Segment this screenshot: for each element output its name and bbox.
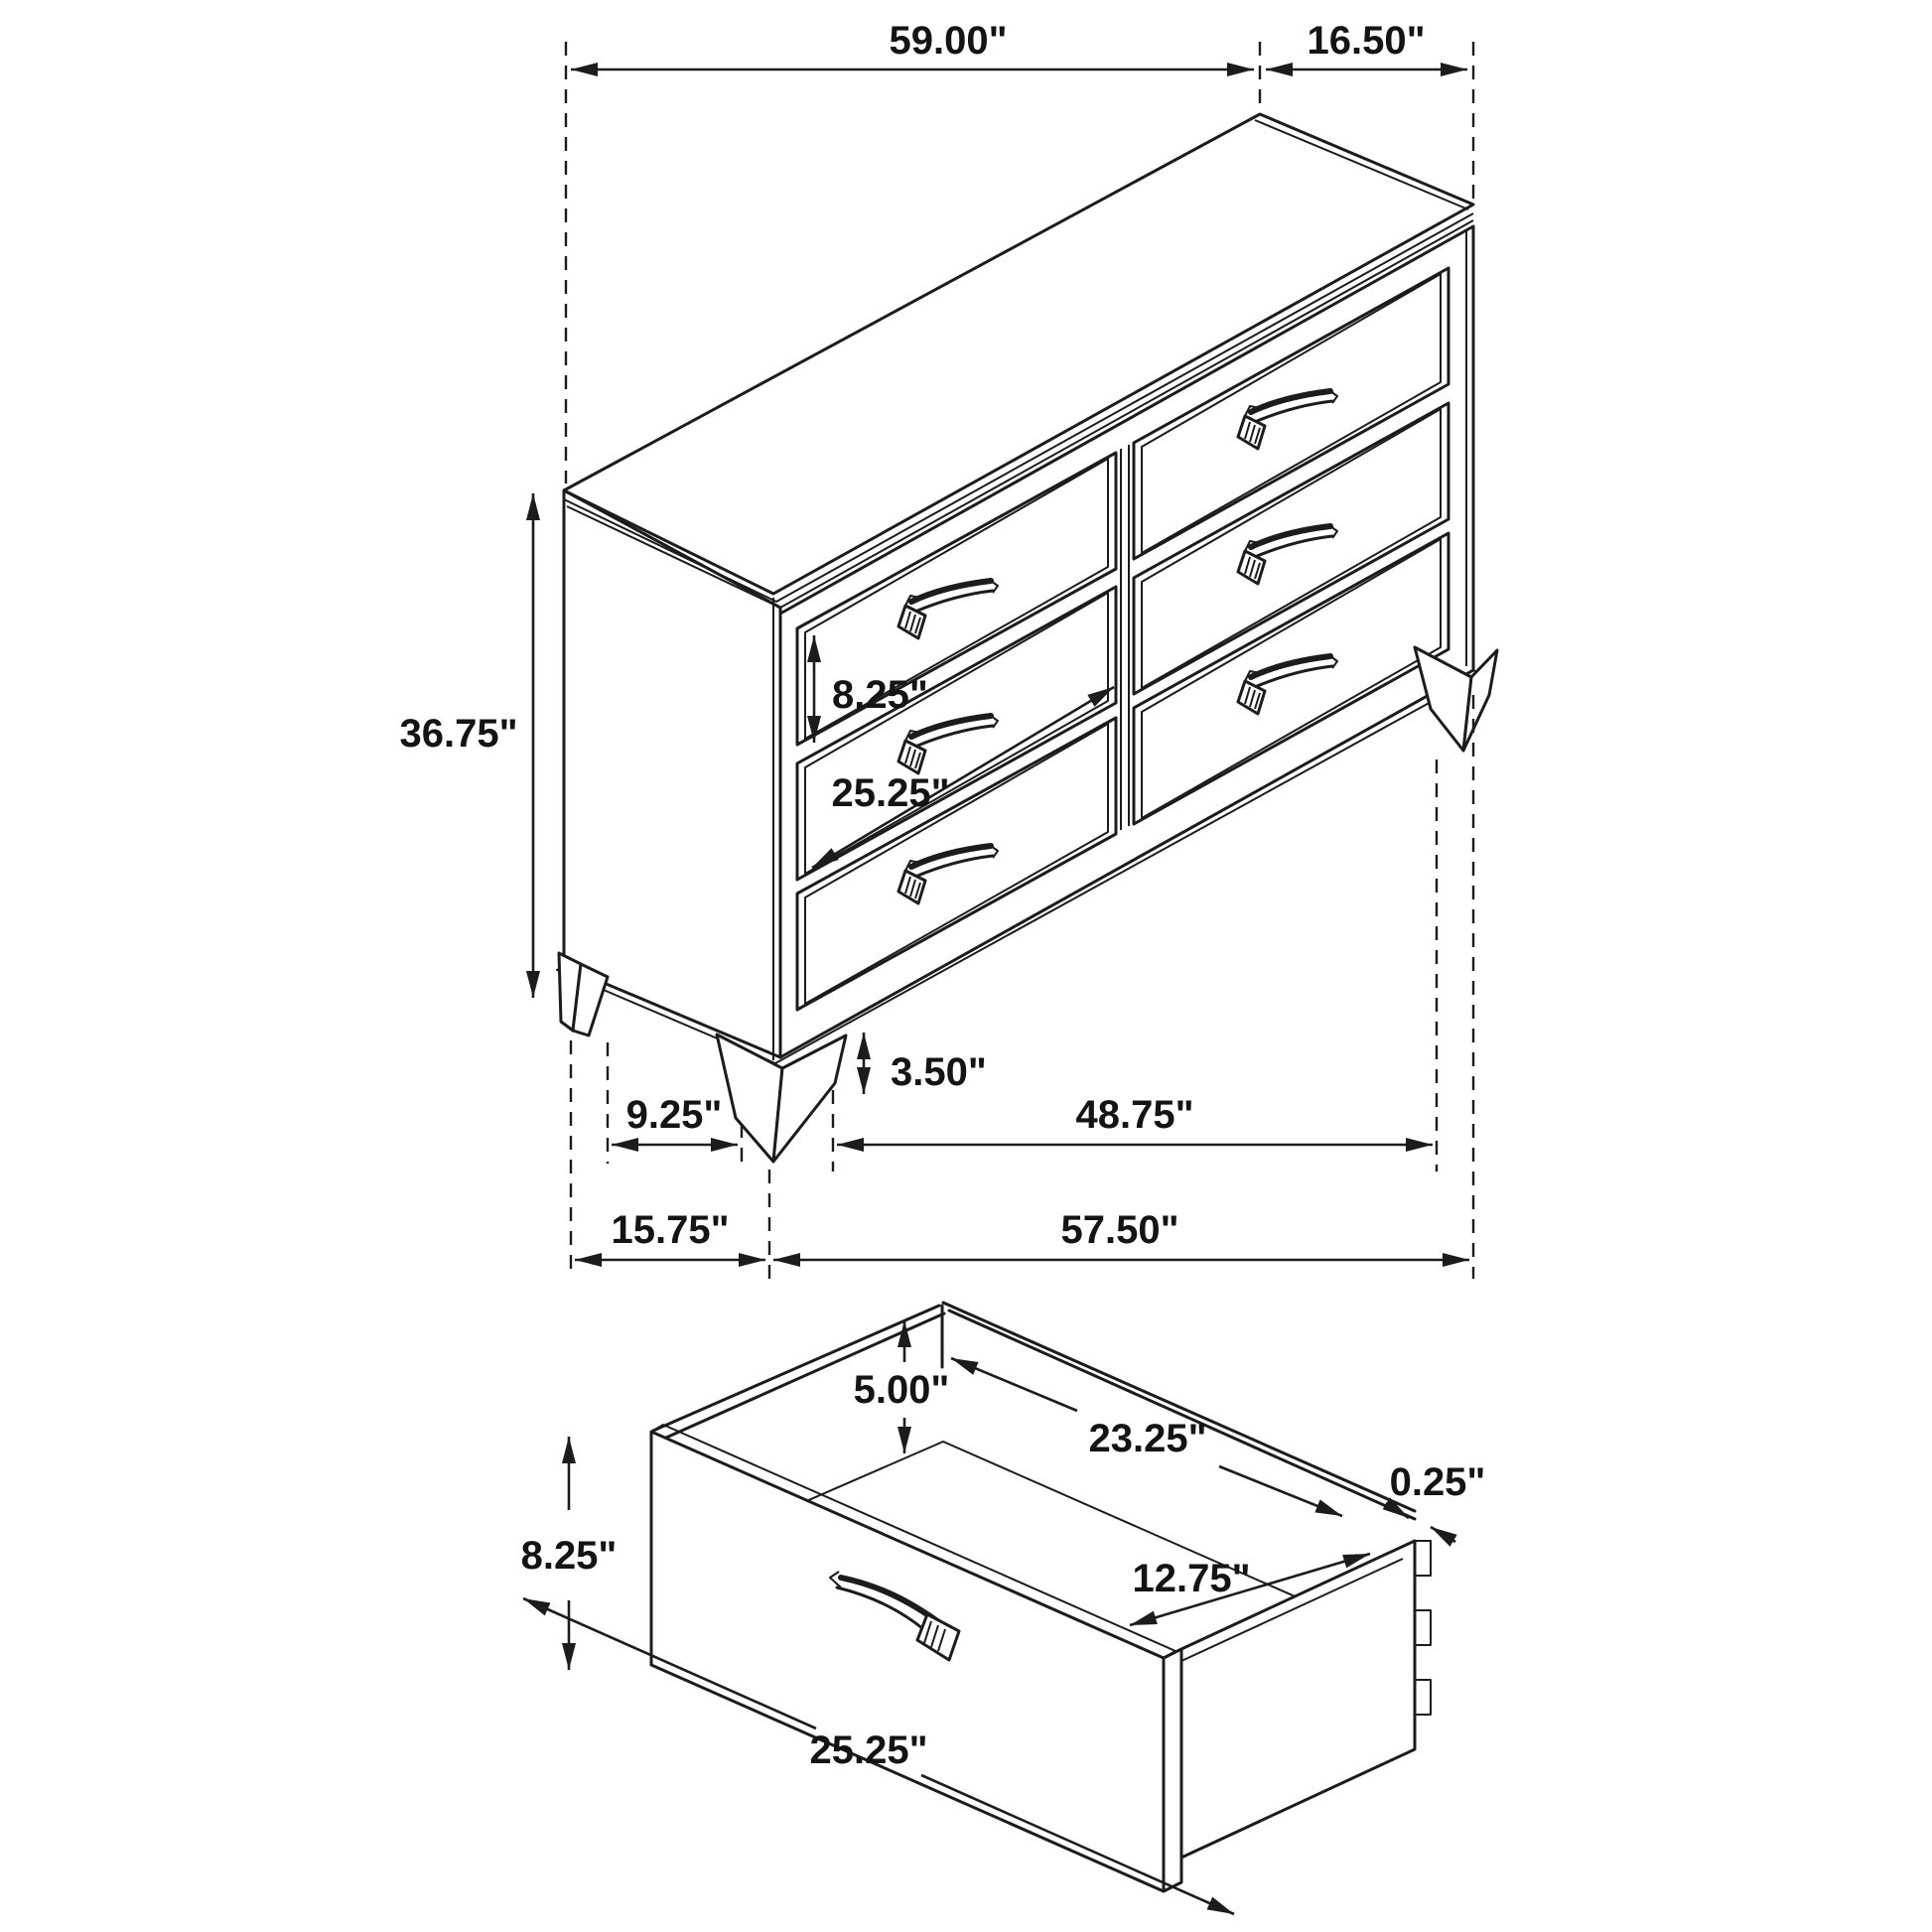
dim-front-foot-span [837,1093,1433,1145]
dim-label-inner-height: 5.00" [853,1368,950,1412]
dim-label-foot-height: 3.50" [891,1050,987,1094]
dim-label-top-width: 59.00" [889,19,1008,63]
dresser-structure [557,114,1497,1162]
dim-base-side-depth [575,1208,765,1260]
dovetail-joint [1415,1541,1431,1715]
dim-foot-height [864,1033,987,1094]
drawer-front-end-cap [1164,1649,1181,1891]
drawer-back-panel [942,1303,1415,1519]
dim-inner-length [951,1358,1342,1516]
drawer-view [521,1303,1486,1914]
dim-top-width [571,19,1254,69]
dim-label-front-height: 8.25" [520,1534,618,1578]
dim-foot-offset-side [612,1093,738,1145]
dim-inner-height [854,1320,950,1453]
dim-total-height [399,493,533,998]
dim-label-top-depth: 16.50" [1307,19,1426,63]
dim-label-foot-offset-side: 9.25" [625,1093,723,1137]
dresser-view [399,19,1497,1279]
dim-label-base-side-depth: 15.75" [611,1208,730,1252]
dim-base-front-width [773,1208,1469,1260]
dim-label-front-foot-span: 48.75" [1075,1093,1194,1137]
dim-label-inner-depth: 12.75" [1132,1557,1251,1600]
dim-label-inner-length: 23.25" [1088,1417,1207,1460]
foot-back-left [573,964,608,1035]
dim-label-front-width: 25.25" [809,1728,928,1772]
drawer-structure [651,1303,1431,1891]
dim-panel-thickness [1386,1460,1485,1542]
dim-label-drawer-front-height: 8.25" [832,673,928,717]
dim-top-depth [1266,19,1467,69]
drawer-front-panel [651,1432,1164,1891]
dim-label-total-height: 36.75" [399,712,518,756]
dim-label-base-front-width: 57.50" [1060,1208,1179,1252]
dim-label-panel-thickness: 0.25" [1389,1460,1486,1504]
dim-label-drawer-front-width: 25.25" [831,771,950,815]
